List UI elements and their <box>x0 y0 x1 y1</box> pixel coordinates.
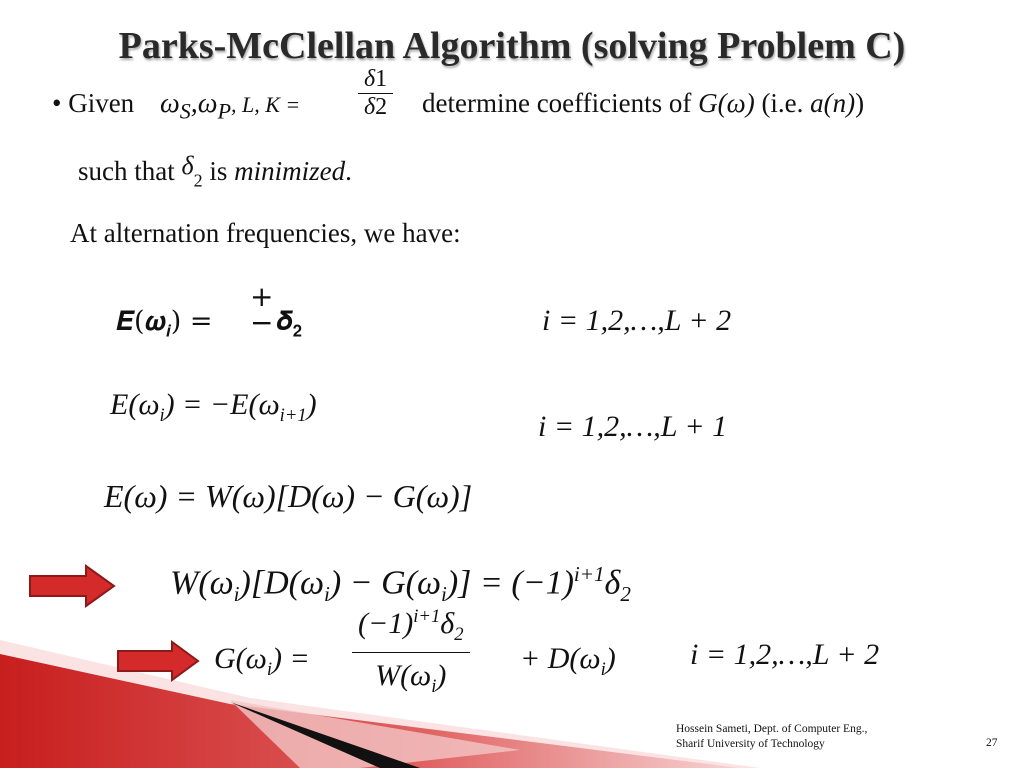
ie-label: (i.e. <box>761 88 804 118</box>
eq4-delta-sub: 2 <box>620 582 631 607</box>
eq1-range: i = 1,2,…,L + 2 <box>542 304 732 337</box>
bullet-line-given <box>52 88 134 119</box>
k-den-delta: δ <box>364 94 376 120</box>
eq1-lhs: 𝑬(𝝎 <box>116 306 167 337</box>
arrow-right-icon <box>28 564 118 608</box>
equation-1 <box>116 306 212 341</box>
bullet-marker: • <box>52 88 62 118</box>
eq1-mid: ) = <box>170 306 213 337</box>
params-rest: , L, K = <box>231 92 301 117</box>
eq4-b: )[D(ω <box>239 564 324 602</box>
eq4-sub-3: i <box>440 582 447 607</box>
footer-credit <box>676 722 867 752</box>
omega-s-sub: S <box>179 98 191 124</box>
eq5-lhs-end: ) = <box>272 642 310 675</box>
arrow-right-icon <box>116 640 202 682</box>
eq5-plus: + D(ω <box>520 642 601 675</box>
eq4-sub-2: i <box>323 582 330 607</box>
plus-minus <box>250 280 274 339</box>
eq5-fraction <box>352 606 470 698</box>
a-n: a(n) <box>810 88 856 118</box>
eq4-sup: i+1 <box>573 562 605 586</box>
eq4-d: )] = (−1) <box>446 564 574 602</box>
eq5-plus-sub: i <box>600 659 606 680</box>
given-label: Given <box>68 88 135 118</box>
eq2-b: ) = −E(ω <box>164 388 280 421</box>
equation-2 <box>110 388 317 427</box>
such-that-line <box>78 151 352 191</box>
eq5-num-delta: δ <box>440 607 455 640</box>
eq5-num: (−1) <box>358 607 414 640</box>
eq5-den-end: ) <box>436 659 447 692</box>
footer-line-1: Hossein Sameti, Dept. of Computer Eng., <box>676 723 868 735</box>
eq5-lhs-sub: i <box>266 659 273 680</box>
eq1-delta-sub: 𝟐 <box>292 320 303 341</box>
omega-p: ω <box>197 88 218 119</box>
eq5-lhs <box>214 642 310 681</box>
page-number: 27 <box>986 737 998 749</box>
eq5-plus-end: ) <box>605 642 616 675</box>
eq5-lhs-g: G(ω <box>214 642 267 675</box>
is-label: is <box>209 156 228 186</box>
eq1-sub: 𝒊 <box>166 320 171 341</box>
given-params <box>160 88 300 125</box>
minimized-label: minimized <box>234 156 346 186</box>
close-paren: ) <box>855 88 865 118</box>
eq5-num-delta-sub: 2 <box>454 624 464 645</box>
eq1-delta: 𝜹 <box>276 306 293 337</box>
omega-s: ω <box>160 88 180 119</box>
alternation-text: At alternation frequencies, we have: <box>70 218 461 248</box>
eq5-den: W(ω <box>375 659 432 692</box>
pm-minus: − <box>250 306 274 339</box>
g-omega: G(ω) <box>698 88 755 118</box>
equation-4 <box>170 562 631 607</box>
omega-p-sub: P <box>217 98 232 124</box>
eq2-c: ) <box>306 388 317 421</box>
k-fraction <box>358 66 393 121</box>
k-den-sub: 2 <box>375 94 388 120</box>
comma: , <box>190 88 198 119</box>
eq5-plus-term <box>520 642 616 681</box>
eq4-sub-1: i <box>233 582 240 607</box>
eq5-num-sup: i+1 <box>413 606 441 627</box>
k-num-sub: 1 <box>375 66 388 92</box>
footer-line-2: Sharif University of Technology <box>676 738 825 750</box>
eq2-sub1: i <box>159 405 165 426</box>
k-num-delta: δ <box>364 66 376 92</box>
determine-text <box>422 88 864 119</box>
delta2-symbol: δ <box>181 151 194 180</box>
eq4-delta: δ <box>604 564 621 602</box>
equation-3: E(ω) = W(ω)[D(ω) − G(ω)] <box>104 478 473 514</box>
eq2-sub2: i+1 <box>279 405 307 426</box>
determine-label: determine coefficients of <box>422 88 692 118</box>
eq5-range: i = 1,2,…,L + 2 <box>690 638 880 671</box>
pm-plus: + <box>250 280 274 313</box>
slide-title: Parks-McClellan Algorithm (solving Problem C) <box>118 25 906 67</box>
such-that-label: such that <box>78 156 175 186</box>
period: . <box>345 156 352 186</box>
eq2-a: E(ω <box>110 388 160 421</box>
eq5-den-sub: i <box>431 676 437 697</box>
eq1-rhs <box>276 306 302 341</box>
delta2-sub: 2 <box>193 170 203 191</box>
eq2-range: i = 1,2,…,L + 1 <box>538 410 728 443</box>
eq4-c: ) − G(ω <box>329 564 441 602</box>
eq4-a: W(ω <box>170 564 234 602</box>
